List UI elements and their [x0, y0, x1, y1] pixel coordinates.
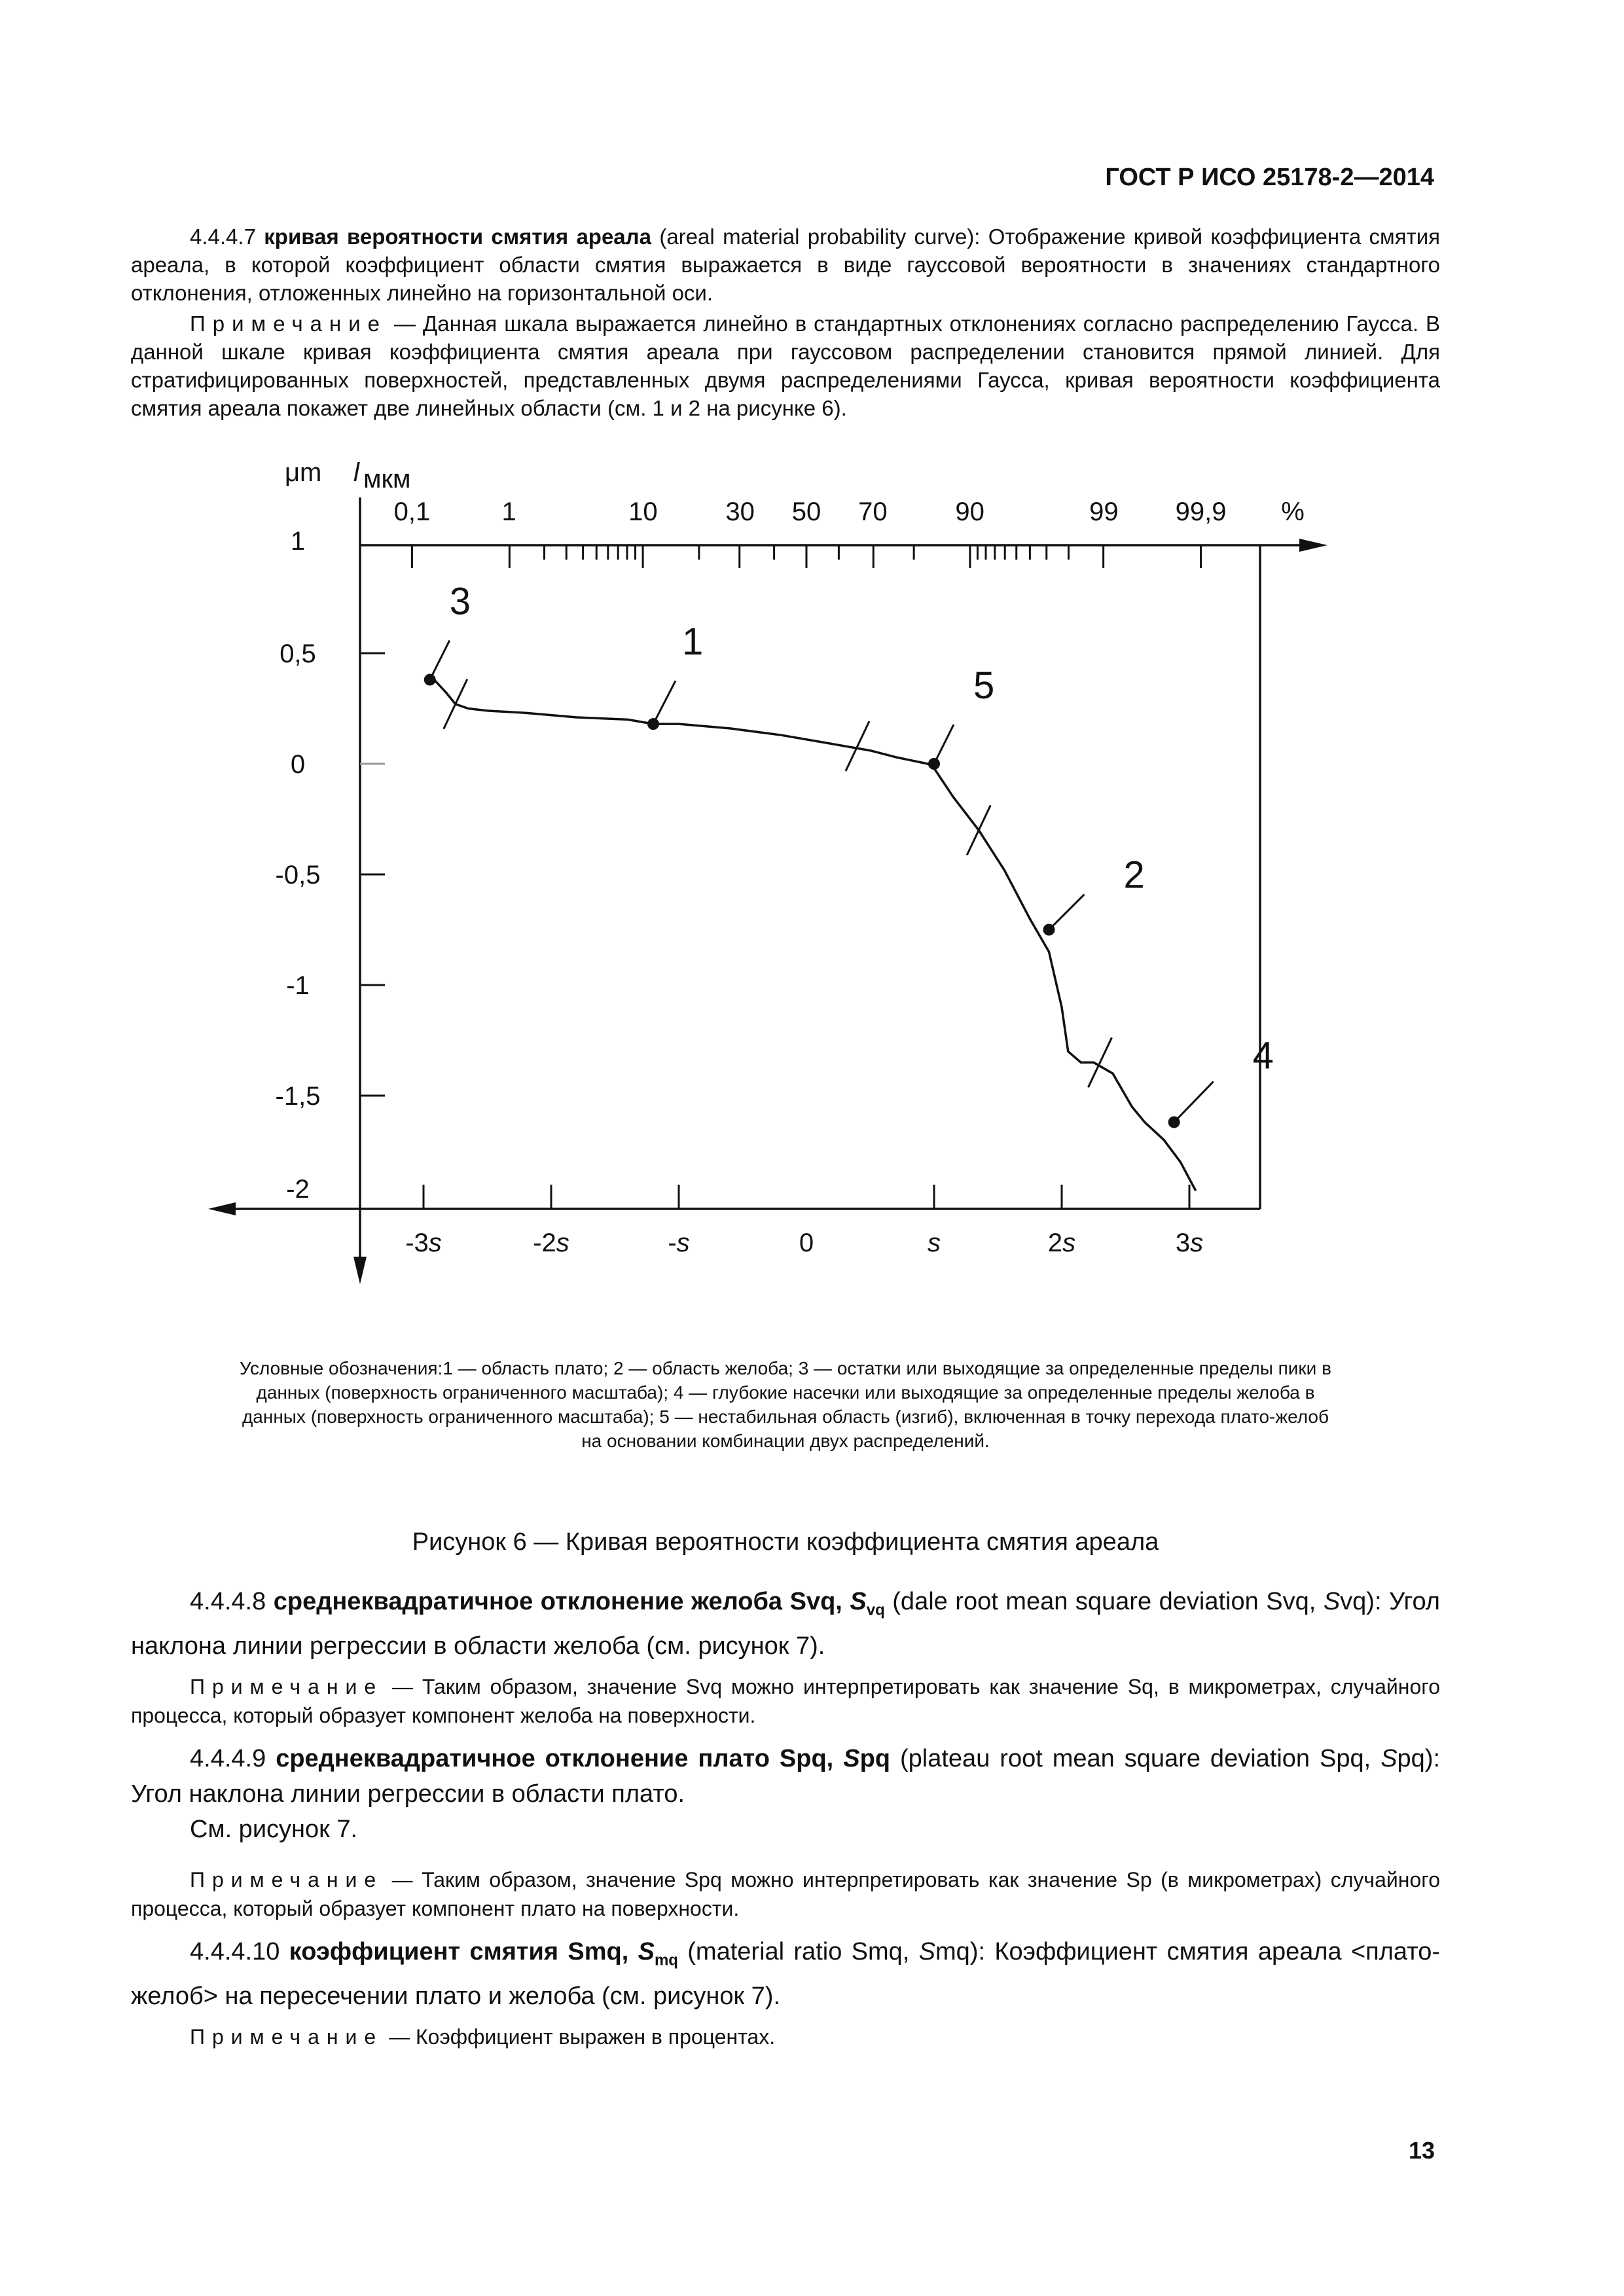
paragraph-4-4-4-10: [131, 1934, 1440, 2014]
clause-number: 4.4.4.7: [190, 224, 256, 249]
symbol: S: [1380, 1745, 1398, 1772]
y-unit-l: l: [353, 458, 359, 487]
definition-cont: mq): Коэффициент смятия ареала <плато-желоб> на пересечении плато и желоба (см. рисунок 7).: [131, 1938, 1440, 2010]
percent-label: 1: [501, 497, 516, 526]
y-tick-label: 0: [290, 750, 306, 779]
legend-line: данных (поверхность ограниченного масштаба); 5 — нестабильная область (изгиб), включенная в точку перехода плато-желоб: [242, 1407, 1329, 1427]
y-ticks: [360, 653, 385, 1096]
figure-caption: Рисунок 6 — Кривая вероятности коэффициента смятия ареала: [412, 1528, 1159, 1556]
x-tick-label: -2s: [533, 1229, 569, 1257]
y-tick-label: -1,5: [275, 1082, 321, 1111]
term: кривая вероятности смятия ареала: [264, 224, 651, 249]
paragraph-4-4-4-9: [131, 1741, 1440, 1847]
percent-label: 90: [955, 497, 984, 526]
definition: (dale root mean square deviation Svq,: [892, 1588, 1316, 1615]
percent-label: %: [1281, 497, 1305, 526]
marker-leader: [1049, 895, 1085, 930]
note-text: — Коэффициент выражен в процентах.: [389, 2025, 776, 2049]
definition: (material ratio Smq,: [687, 1938, 910, 1965]
marker-label: 5: [973, 664, 995, 707]
marker-label: 3: [449, 580, 471, 623]
y-tick-label: -0,5: [275, 861, 321, 889]
chart-axes: [208, 497, 1327, 1284]
percent-ticks: [412, 545, 1200, 568]
definition: (areal material probability curve): Отображение кривой коэффициента смятия ареала, в которой коэффициент области смятия выражается в виде гауссовой вероятности в значениях стандартного отклонения, отложенных линейно на горизонтальной оси.: [131, 224, 1441, 305]
term-subscript: mq: [654, 1951, 678, 1969]
term: среднеквадратичное отклонение плато Spq,: [276, 1745, 834, 1772]
note-4-4-4-8: [131, 1672, 1440, 1730]
x-tick-label: 2s: [1047, 1229, 1076, 1257]
marker-point: [424, 674, 436, 686]
document-header: ГОСТ Р ИСО 25178-2—2014: [1105, 164, 1434, 191]
x-tick-label: s: [928, 1229, 941, 1257]
definition-cont: vq): Угол наклона линии регрессии в области желоба (см. рисунок 7).: [131, 1588, 1440, 1660]
region-boundary-mark: [444, 679, 467, 729]
x-tick-label: -s: [668, 1229, 690, 1257]
term-symbol: S: [638, 1938, 655, 1965]
definition-line2: См. рисунок 7.: [190, 1816, 358, 1843]
legend-line: данных (поверхность ограниченного масштаба); 4 — глубокие насечки или выходящие за определенные пределы желоба в: [256, 1382, 1315, 1403]
percent-label: 70: [858, 497, 888, 526]
percent-label: 30: [725, 497, 755, 526]
percent-label: 0,1: [393, 497, 431, 526]
marker-point: [1043, 924, 1055, 936]
note-label: Примечание: [190, 1675, 384, 1698]
note-label: Примечание: [190, 312, 388, 336]
note-4-4-4-10: [131, 2022, 1440, 2051]
legend-line: Условные обозначения:1 — область плато; 2 — область желоба; 3 — остатки или выходящие за определенные пределы пики в: [240, 1358, 1331, 1378]
term-subscript: vq: [866, 1601, 885, 1619]
probability-curve: [430, 675, 1196, 1191]
clause-number: 4.4.4.8: [190, 1588, 266, 1615]
marker-point: [647, 718, 659, 730]
term: среднеквадратичное отклонение желоба Svq,: [273, 1588, 842, 1615]
term: коэффициент смятия Smq,: [289, 1938, 629, 1965]
marker-leader: [430, 641, 450, 680]
y-tick-label: 1: [290, 527, 306, 556]
note-label: Примечание: [190, 2025, 384, 2049]
series: [424, 581, 1274, 1191]
term-subscript: pq: [859, 1745, 891, 1772]
note-text: — Таким образом, значение Svq можно интерпретировать как значение Sq, в микрометрах, случайного процесса, который образует компонент желоба на поверхности.: [131, 1675, 1441, 1727]
y-tick-label: -2: [286, 1175, 310, 1204]
y-unit-um: μm: [285, 458, 322, 487]
symbol: S: [918, 1938, 936, 1965]
clause-number: 4.4.4.9: [190, 1745, 266, 1772]
clause-number: 4.4.4.10: [190, 1938, 280, 1965]
term-symbol: S: [850, 1588, 867, 1615]
marker-label: 4: [1252, 1034, 1274, 1077]
definition-cont: pq): Угол наклона линии регрессии в области плато.: [131, 1745, 1441, 1808]
y-tick-label: 0,5: [280, 639, 316, 668]
y-axis-arrow: [353, 1257, 367, 1284]
definition: (plateau root mean square deviation Spq,: [900, 1745, 1371, 1772]
note-text: — Данная шкала выражается линейно в стандартных отклонениях согласно распределению Гаусса. В данной шкале кривая коэффициента смятия ареала при гауссовом распределении становится прямой линией. Для стратифицированных поверхностей, представленных двумя распределениями Гаусса, кривая вероятности коэффициента смятия ареала покажет две линейных области (см. 1 и 2 на рисунке 6).: [131, 312, 1440, 420]
percent-label: 10: [628, 497, 658, 526]
figure-legend: [98, 1356, 1473, 1453]
note-4-4-4-9: [131, 1865, 1440, 1923]
bottom-axis-arrow: [208, 1202, 236, 1215]
region-boundary-mark: [967, 805, 990, 855]
note-label: Примечание: [190, 1868, 384, 1892]
marker-label: 1: [682, 620, 704, 664]
marker-leader: [1174, 1082, 1214, 1122]
paragraph-4-4-4-8: [131, 1584, 1440, 1664]
y-unit-mkm: мкм: [363, 465, 411, 493]
top-axis-arrow: [1299, 539, 1327, 552]
x-tick-label: -3s: [405, 1229, 442, 1257]
x-tick-label: 3s: [1175, 1229, 1204, 1257]
marker-point: [928, 758, 940, 770]
x-ticks: [424, 1185, 1189, 1209]
legend-line: на основании комбинации двух распределений.: [581, 1431, 990, 1451]
marker-point: [1168, 1117, 1180, 1128]
chart-labels: [276, 458, 1305, 1257]
page-number: 13: [1409, 2137, 1435, 2164]
symbol: S: [1323, 1588, 1341, 1615]
marker-label: 2: [1123, 853, 1145, 897]
percent-label: 99: [1089, 497, 1119, 526]
y-tick-label: -1: [286, 971, 310, 1000]
note-text: — Таким образом, значение Spq можно интерпретировать как значение Sp (в микрометрах) случайного процесса, который образует компонент плато на поверхности.: [131, 1868, 1441, 1920]
x-tick-label: 0: [799, 1229, 814, 1257]
marker-leader: [653, 681, 676, 724]
marker-leader: [934, 725, 954, 764]
percent-label: 50: [791, 497, 821, 526]
term-symbol: S: [843, 1745, 860, 1772]
percent-label: 99,9: [1175, 497, 1227, 526]
